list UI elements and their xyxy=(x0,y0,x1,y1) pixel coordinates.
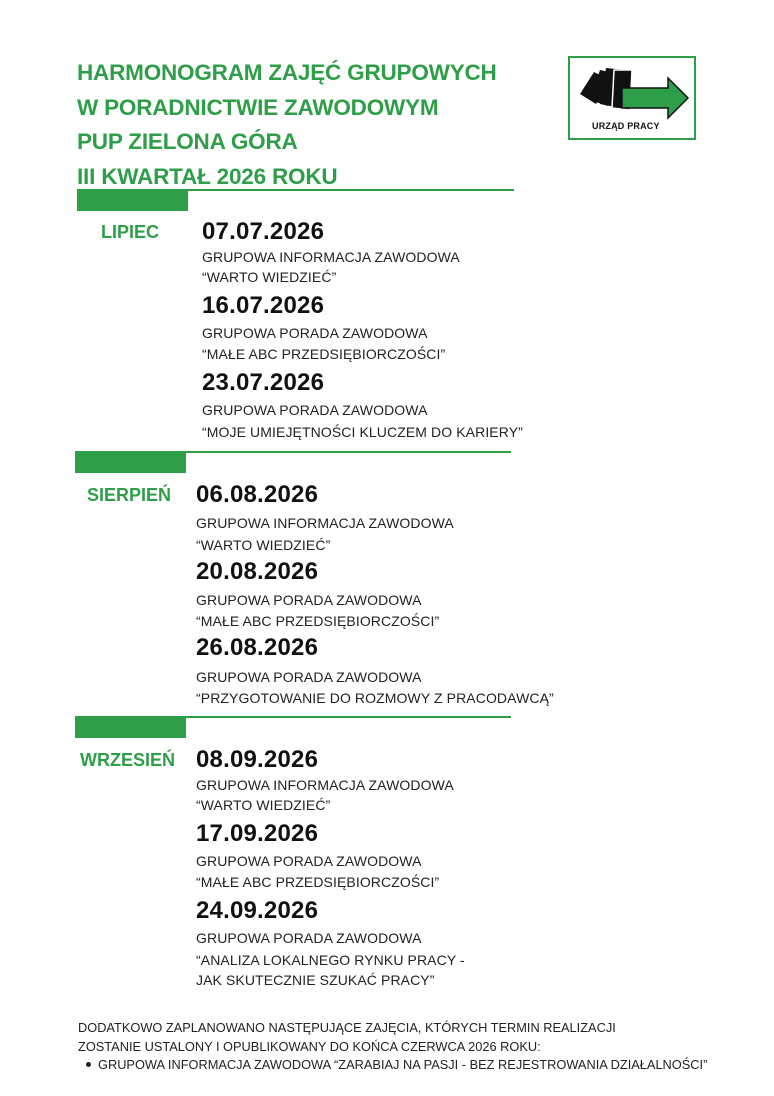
event-type: GRUPOWA INFORMACJA ZAWODOWA xyxy=(196,515,454,531)
month-label-wrzesien: WRZESIEŃ xyxy=(80,750,176,770)
section-divider-block-sierpien xyxy=(75,451,186,473)
list-item xyxy=(86,1057,707,1072)
event-date: 07.07.2026 xyxy=(202,218,325,245)
event-title: “MAŁE ABC PRZEDSIĘBIORCZOŚCI” xyxy=(196,874,440,890)
page-title xyxy=(77,56,547,194)
event-date: 20.08.2026 xyxy=(196,558,319,585)
event-title: “PRZYGOTOWANIE DO ROZMOWY Z PRACODAWCĄ” xyxy=(196,690,554,706)
event-date: 06.08.2026 xyxy=(196,481,319,508)
title-line-1: HARMONOGRAM ZAJĘĆ GRUPOWYCH xyxy=(77,60,497,85)
event-type: GRUPOWA PORADA ZAWODOWA xyxy=(196,930,422,946)
event-date: 08.09.2026 xyxy=(196,746,319,773)
footer-note-line-1: DODATKOWO ZAPLANOWANO NASTĘPUJĄCE ZAJĘCIA, KTÓRYCH TERMIN REALIZACJI xyxy=(78,1020,616,1035)
event-title: “WARTO WIEDZIEĆ” xyxy=(196,537,331,553)
event-title: “MAŁE ABC PRZEDSIĘBIORCZOŚCI” xyxy=(202,346,446,362)
month-label-sierpien: SIERPIEŃ xyxy=(87,485,172,505)
event-title-cont: JAK SKUTECZNIE SZUKAĆ PRACY” xyxy=(196,972,435,988)
title-line-4: III KWARTAŁ 2026 ROKU xyxy=(77,163,338,189)
event-type: GRUPOWA PORADA ZAWODOWA xyxy=(202,402,428,418)
event-date: 23.07.2026 xyxy=(202,369,325,396)
event-title: “WARTO WIEDZIEĆ” xyxy=(196,797,331,813)
event-title: “MOJE UMIEJĘTNOŚCI KLUCZEM DO KARIERY” xyxy=(202,424,523,440)
event-type: GRUPOWA PORADA ZAWODOWA xyxy=(196,669,422,685)
title-line-2: W PORADNICTWIE ZAWODOWYM xyxy=(77,94,439,120)
section-divider-block-lipiec xyxy=(77,189,188,211)
event-type: GRUPOWA PORADA ZAWODOWA xyxy=(202,325,428,341)
event-type: GRUPOWA PORADA ZAWODOWA xyxy=(196,853,422,869)
event-date: 24.09.2026 xyxy=(196,897,319,924)
footer-note xyxy=(78,1019,616,1056)
list-item-text: GRUPOWA INFORMACJA ZAWODOWA “ZARABIAJ NA PASJI - BEZ REJESTROWANIA DZIAŁALNOŚCI” xyxy=(98,1057,708,1072)
title-line-3: PUP ZIELONA GÓRA xyxy=(77,129,298,154)
event-date: 26.08.2026 xyxy=(196,634,319,661)
month-label-lipiec: LIPIEC xyxy=(101,222,160,242)
event-date: 16.07.2026 xyxy=(202,292,325,319)
event-type: GRUPOWA INFORMACJA ZAWODOWA xyxy=(196,777,454,793)
bullet-dot-icon xyxy=(86,1062,91,1067)
footer-note-line-2: ZOSTANIE USTALONY I OPUBLIKOWANY DO KOŃCA CZERWCA 2026 ROKU: xyxy=(78,1038,541,1054)
event-title: “ANALIZA LOKALNEGO RYNKU PRACY - xyxy=(196,952,465,968)
section-divider-block-wrzesien xyxy=(75,716,186,738)
event-title: “WARTO WIEDZIEĆ” xyxy=(202,269,337,285)
urzad-pracy-logo xyxy=(568,56,696,140)
event-type: GRUPOWA INFORMACJA ZAWODOWA xyxy=(202,249,460,265)
event-type: GRUPOWA PORADA ZAWODOWA xyxy=(196,592,422,608)
event-date: 17.09.2026 xyxy=(196,820,319,847)
logo-text: URZĄD PRACY xyxy=(592,121,660,131)
event-title: “MAŁE ABC PRZEDSIĘBIORCZOŚCI” xyxy=(196,613,440,629)
